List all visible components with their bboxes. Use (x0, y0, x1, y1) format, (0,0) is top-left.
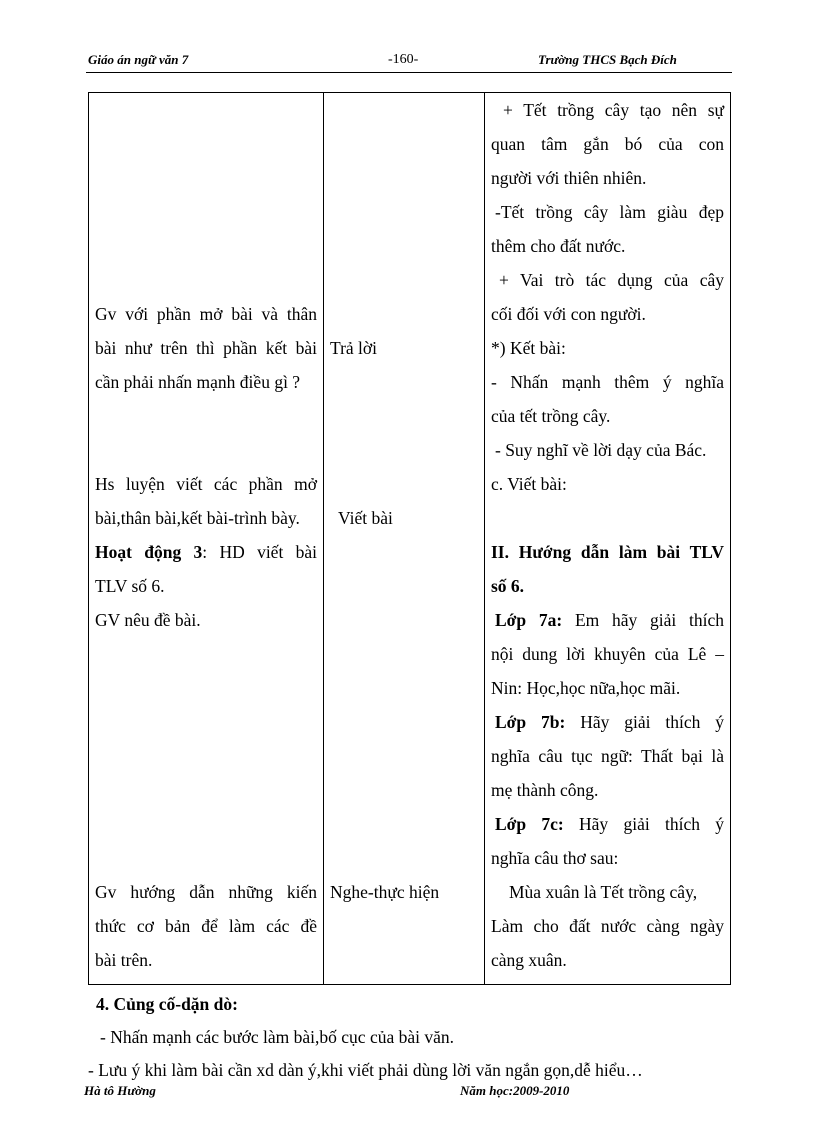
content-cell (485, 93, 731, 985)
activity-3-text: : HD viết bài (202, 542, 318, 562)
teacher-activity-cell (89, 93, 324, 985)
c1-l1: Gv với phần mở bài và thân (95, 304, 317, 324)
summary-title: 4. Củng cố-dặn dò: (96, 994, 238, 1014)
page-number: -160- (388, 52, 419, 67)
c3-7b-3: mẹ thành công. (491, 780, 599, 800)
section-title-2: số 6. (491, 576, 525, 596)
c1-l10: thức cơ bản để làm các đề (95, 916, 317, 936)
activity-3-label: Hoạt động 3 (95, 542, 203, 562)
c3-l1: + Tết trồng cây tạo nên sự (503, 100, 724, 120)
c3-l9: - Nhấn mạnh thêm ý nghĩa (491, 372, 724, 392)
c1-l11: bài trên. (95, 950, 153, 970)
c3-7c-2: nghĩa câu thơ sau: (491, 848, 619, 868)
write-text: Viết bài (338, 508, 393, 528)
poem-line-2: Làm cho đất nước càng ngày (491, 916, 724, 936)
poem-line-3: càng xuân. (491, 950, 567, 970)
class-7c-text: Hãy giải thích ý (579, 814, 724, 834)
header-subject: Giáo án ngữ văn 7 (88, 52, 189, 67)
summary-section (88, 988, 643, 1087)
c1-l5: bài,thân bài,kết bài-trình bày. (95, 508, 300, 528)
c3-7a-2: nội dung lời khuyên của Lê – (491, 644, 724, 664)
c3-7a-3: Nin: Học,học nữa,học mãi. (491, 678, 681, 698)
c1-l8: GV nêu đề bài. (95, 610, 201, 630)
c3-l8: *) Kết bài: (491, 338, 566, 358)
class-7b-line (491, 705, 724, 739)
class-7b-text: Hãy giải thích ý (580, 712, 724, 732)
c3-l2: quan tâm gắn bó của con (491, 134, 724, 154)
c1-l3: cần phải nhấn mạnh điều gì ? (95, 372, 301, 392)
class-7b-label: Lớp 7b: (495, 712, 566, 732)
header-rule (86, 72, 732, 73)
c1-l9: Gv hướng dẫn những kiến (95, 882, 317, 902)
c1-l4: Hs luyện viết các phần mở (95, 474, 317, 494)
c3-l6: + Vai trò tác dụng của cây (499, 270, 724, 290)
c3-l11: - Suy nghĩ về lời dạy của Bác. (495, 440, 707, 460)
listen-text: Nghe-thực hiện (330, 882, 440, 902)
class-7a-text: Em hãy giải thích (574, 610, 724, 630)
class-7c-label: Lớp 7c: (495, 814, 564, 834)
c3-l7: cối đối với con người. (491, 304, 646, 324)
class-7a-line (491, 603, 724, 637)
c3-l5: thêm cho đất nước. (491, 236, 626, 256)
lesson-table (88, 92, 731, 985)
c3-l12: c. Viết bài: (491, 474, 567, 494)
c3-l3: người với thiên nhiên. (491, 168, 647, 188)
poem-line-1: Mùa xuân là Tết trồng cây, (509, 882, 698, 902)
class-7c-line (491, 807, 724, 841)
c3-7b-2: nghĩa câu tục ngữ: Thất bại là (491, 746, 724, 766)
class-7a-label: Lớp 7a: (495, 610, 563, 630)
summary-line-2: - Lưu ý khi làm bài cần xd dàn ý,khi viết phải dùng lời văn ngắn gọn,dễ hiểu… (88, 1060, 643, 1080)
section-title: II. Hướng dẫn làm bài TLV (491, 542, 724, 562)
summary-line-1: - Nhấn mạnh các bước làm bài,bố cục của bài văn. (100, 1027, 455, 1047)
footer-school-year: Năm học:2009-2010 (460, 1083, 570, 1098)
c3-l4: -Tết trồng cây làm giàu đẹp (495, 202, 724, 222)
c3-l10: của tết trồng cây. (491, 406, 611, 426)
student-activity-cell (324, 93, 485, 985)
c1-l2: bài như trên thì phần kết bài (95, 338, 317, 358)
answer-text: Trả lời (330, 338, 378, 358)
c1-l7: TLV số 6. (95, 576, 165, 596)
activity-3-heading (95, 535, 317, 569)
header-school: Trường THCS Bạch Đích (538, 52, 677, 67)
footer-author: Hà tô Hường (84, 1083, 156, 1098)
